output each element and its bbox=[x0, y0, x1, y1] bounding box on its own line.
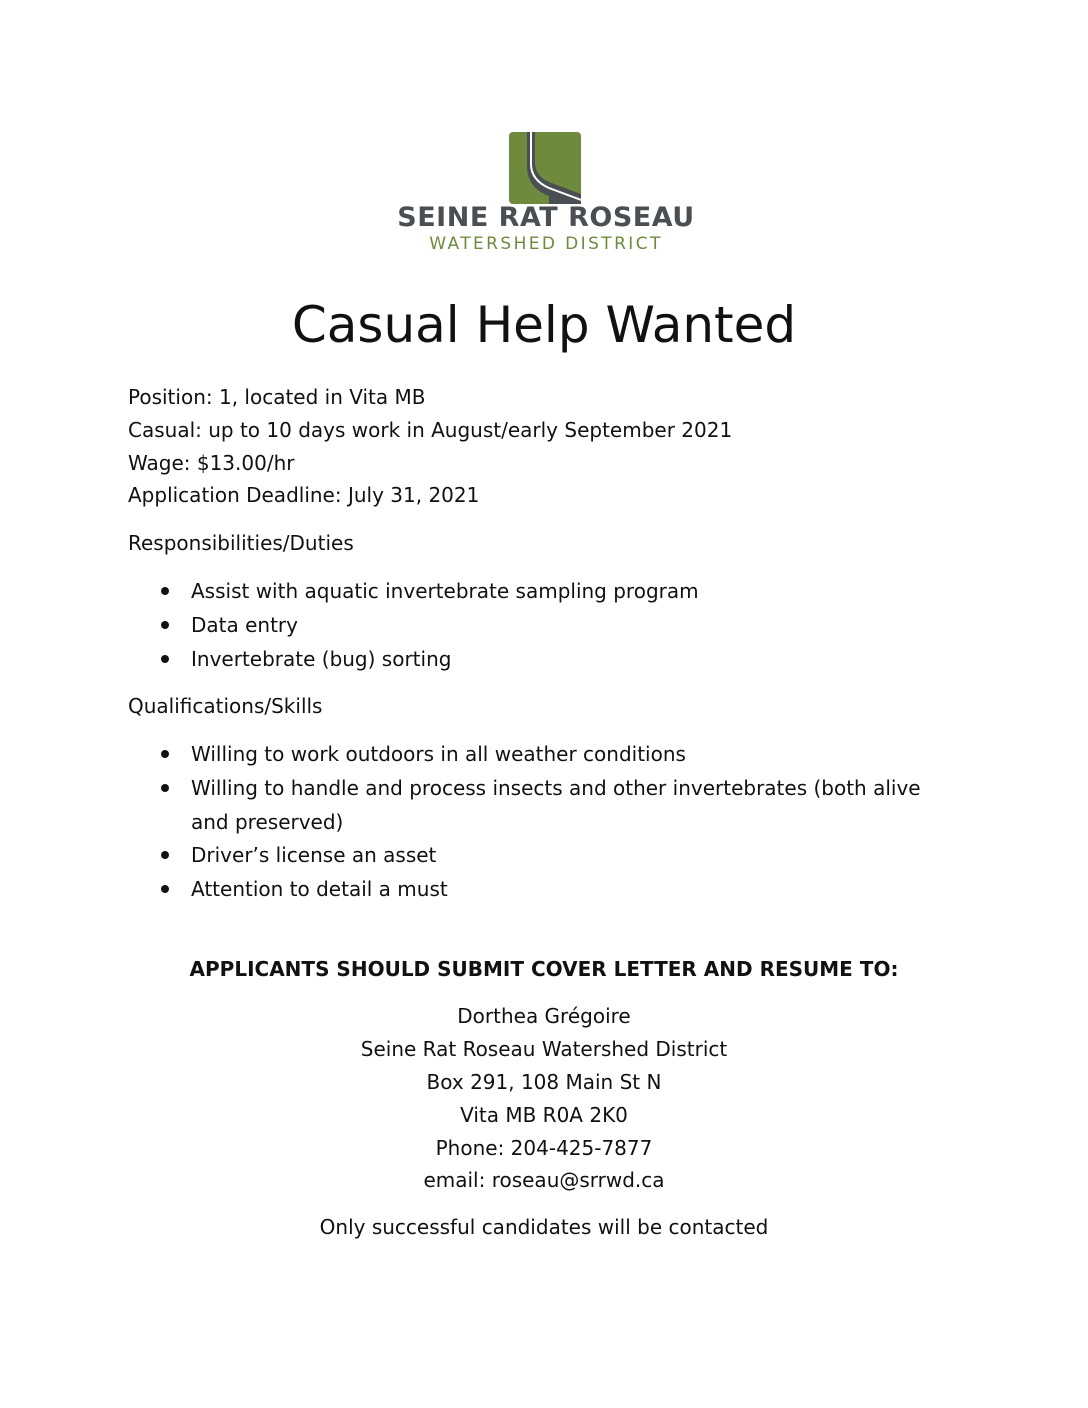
position-line: Position: 1, located in Vita MB bbox=[128, 385, 426, 409]
contact-phone: Phone: 204-425-7877 bbox=[435, 1136, 653, 1160]
page-title: Casual Help Wanted bbox=[291, 296, 797, 354]
list-item: Willing to work outdoors in all weather conditions bbox=[191, 737, 951, 771]
contact-name: Dorthea Grégoire bbox=[457, 1004, 631, 1028]
list-item: Driver’s license an asset bbox=[191, 838, 951, 872]
deadline-line: Application Deadline: July 31, 2021 bbox=[128, 483, 480, 507]
logo bbox=[372, 126, 720, 266]
contact-email: email: roseau@srrwd.ca bbox=[423, 1168, 665, 1192]
list-item: Assist with aquatic invertebrate sampling program bbox=[191, 574, 951, 608]
footer-note: Only successful candidates will be contacted bbox=[319, 1215, 769, 1239]
responsibilities-heading: Responsibilities/Duties bbox=[128, 531, 354, 555]
list-item: Attention to detail a must bbox=[191, 872, 951, 906]
qualifications-heading: Qualifications/Skills bbox=[128, 694, 323, 718]
contact-heading: APPLICANTS SHOULD SUBMIT COVER LETTER AND RESUME TO: bbox=[189, 957, 899, 981]
logo-title: SEINE RAT ROSEAU bbox=[397, 202, 695, 233]
list-item: Invertebrate (bug) sorting bbox=[191, 642, 951, 676]
watershed-logo-icon bbox=[509, 132, 581, 204]
contact-address: Box 291, 108 Main St N bbox=[426, 1070, 662, 1094]
wage-line: Wage: $13.00/hr bbox=[128, 451, 295, 475]
list-item: Data entry bbox=[191, 608, 951, 642]
contact-organization: Seine Rat Roseau Watershed District bbox=[360, 1037, 728, 1061]
contact-city: Vita MB R0A 2K0 bbox=[460, 1103, 628, 1127]
list-item: Willing to handle and process insects and other invertebrates (both alive and preserved) bbox=[191, 771, 951, 839]
logo-subtitle: WATERSHED DISTRICT bbox=[429, 234, 663, 254]
casual-line: Casual: up to 10 days work in August/early September 2021 bbox=[128, 418, 733, 442]
